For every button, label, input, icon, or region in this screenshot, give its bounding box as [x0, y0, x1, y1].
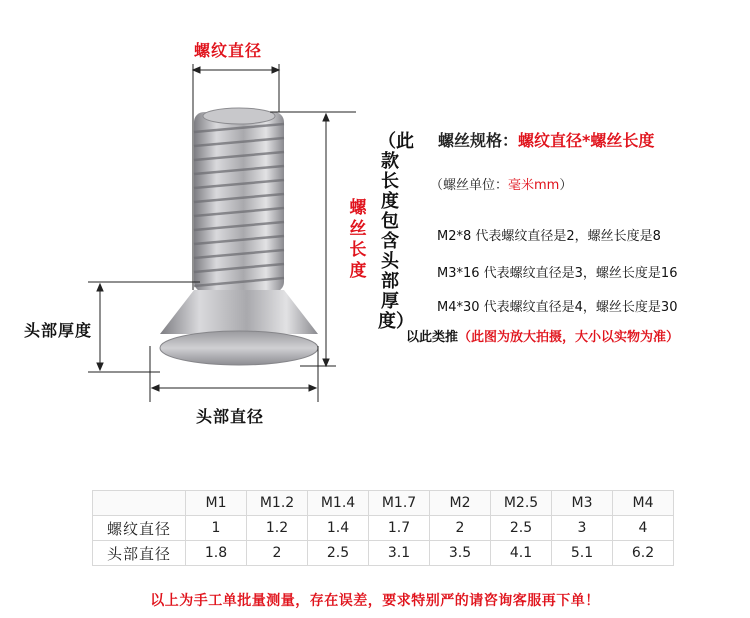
unit-value: 毫米mm	[508, 178, 560, 193]
table-column-header: M2	[430, 491, 491, 516]
table-cell: 3.1	[369, 541, 430, 566]
table-row-label: 头部直径	[93, 541, 186, 566]
unit-line	[430, 174, 572, 193]
table-cell: 1.8	[186, 541, 247, 566]
size-table	[92, 490, 674, 566]
footer-note: 以上为手工单批量测量，存在误差，要求特别严的请咨询客服再下单！	[150, 593, 600, 609]
spec-title-prefix: 螺丝规格：	[438, 131, 519, 150]
table-cell: 1.2	[247, 516, 308, 541]
table-cell: 1.4	[308, 516, 369, 541]
table-cell: 2.5	[491, 516, 552, 541]
table-corner	[93, 491, 186, 516]
table-column-header: M1	[186, 491, 247, 516]
example-line: M4*30 代表螺纹直径是4，螺丝长度是30	[437, 300, 678, 315]
table-column-header: M1.4	[308, 491, 369, 516]
table-row-label: 螺纹直径	[93, 516, 186, 541]
table-cell: 1	[186, 516, 247, 541]
head-diameter-label: 头部直径	[196, 407, 265, 426]
spec-title	[438, 128, 654, 151]
screw-head	[160, 290, 318, 365]
table-column-header: M2.5	[491, 491, 552, 516]
analog-prefix: 以此类推	[406, 330, 459, 345]
table-cell: 1.7	[369, 516, 430, 541]
thread-diameter-label: 螺纹直径	[194, 41, 263, 60]
head-thickness-label: 头部厚度	[24, 321, 93, 340]
table-column-header: M3	[552, 491, 613, 516]
table-cell: 6.2	[613, 541, 674, 566]
table-cell: 3.5	[430, 541, 491, 566]
table-cell: 3	[552, 516, 613, 541]
table-column-header: M1.2	[247, 491, 308, 516]
length-note: （此款长度包含头部厚度）	[378, 131, 414, 332]
screw-thread	[194, 108, 284, 292]
table-row	[93, 516, 674, 541]
example-line: M3*16 代表螺纹直径是3，螺丝长度是16	[437, 266, 678, 281]
table-cell: 4.1	[491, 541, 552, 566]
table-cell: 4	[613, 516, 674, 541]
example-line: M2*8 代表螺纹直径是2，螺丝长度是8	[437, 229, 661, 244]
table-cell: 5.1	[552, 541, 613, 566]
analog-line	[406, 326, 679, 345]
analog-note: （此图为放大拍摄，大小以实物为准）	[458, 330, 680, 345]
table-cell: 2	[430, 516, 491, 541]
table-row	[93, 541, 674, 566]
table-cell: 2	[247, 541, 308, 566]
screw-length-label: 螺丝长度	[349, 198, 367, 281]
unit-suffix: ）	[559, 178, 573, 193]
spec-title-value: 螺纹直径*螺丝长度	[518, 131, 655, 150]
table-header-row	[93, 491, 674, 516]
table-cell: 2.5	[308, 541, 369, 566]
table-column-header: M1.7	[369, 491, 430, 516]
unit-prefix: （螺丝单位：	[430, 178, 509, 193]
table-column-header: M4	[613, 491, 674, 516]
